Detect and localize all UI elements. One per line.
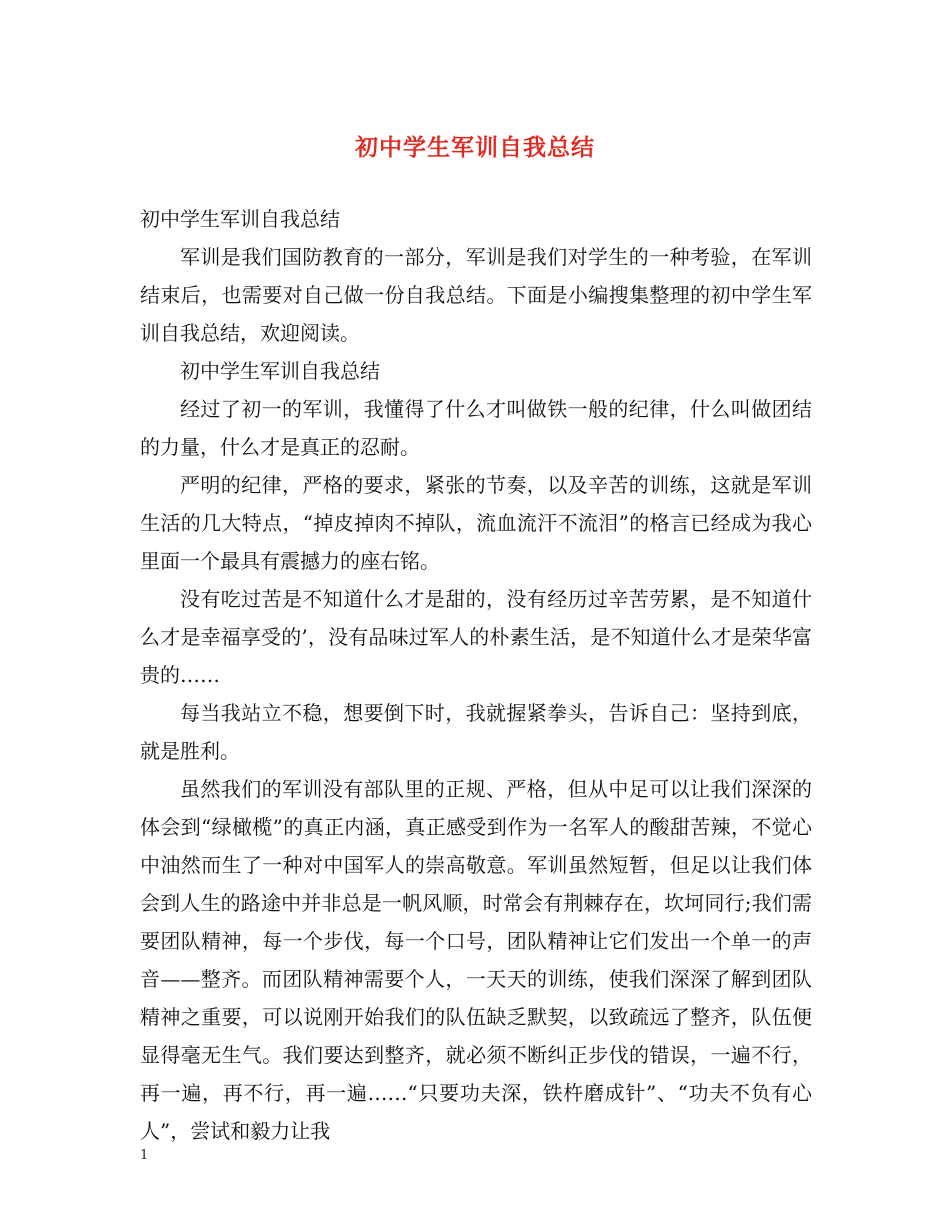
body-paragraph: 虽然我们的军训没有部队里的正规、严格，但从中足可以让我们深深的体会到“绿橄榄”的真正内涵，真正感受到作为一名军人的酸甜苦辣，不觉心中油然而生了一种对中国军人的崇高敬意。军训虽然短暂，但足以让我们体会到人生的路途中并非总是一帆风顺，时常会有荆棘存在，坎坷同行;我们需要团队精神，每一个步伐，每一个口号，团队精神让它们发出一个单一的声音——整齐。而团队精神需要个人，一天天的训练，使我们深深了解到团队精神之重要，可以说刚开始我们的队伍缺乏默契，以致疏远了整齐，队伍便显得毫无生气。我们要达到整齐，就必须不断纠正步伐的错误，一遍不行，再一遍，再不行，再一遍……“只要功夫深，铁杵磨成针”、“功夫不负有心人”，尝试和毅力让我 [140, 777, 812, 1143]
intro-paragraph: 军训是我们国防教育的一部分，军训是我们对学生的一种考验，在军训结束后，也需要对自己做一份自我总结。下面是小编搜集整理的初中学生军训自我总结，欢迎阅读。 [140, 245, 812, 345]
document-title: 初中学生军训自我总结 [355, 134, 595, 161]
section-heading: 初中学生军训自我总结 [180, 359, 380, 383]
document-body [140, 200, 812, 1150]
body-paragraph: 每当我站立不稳，想要倒下时，我就握紧拳头，告诉自己：坚持到底，就是胜利。 [140, 701, 812, 763]
body-paragraph: 严明的纪律，严格的要求，紧张的节奏，以及辛苦的训练，这就是军训生活的几大特点，“掉皮掉肉不掉队，流血流汗不流泪”的格言已经成为我心里面一个最具有震撼力的座右铭。 [140, 473, 812, 573]
page-number: 1 [140, 1148, 149, 1163]
body-heading: 初中学生军训自我总结 [140, 207, 340, 231]
body-paragraph: 没有吃过苦是不知道什么才是甜的，没有经历过辛苦劳累，是不知道什么才是幸福享受的’，没有品味过军人的朴素生活，是不知道什么才是荣华富贵的…… [140, 587, 812, 687]
body-paragraph: 经过了初一的军训，我懂得了什么才叫做铁一般的纪律，什么叫做团结的力量，什么才是真正的忍耐。 [140, 397, 812, 459]
